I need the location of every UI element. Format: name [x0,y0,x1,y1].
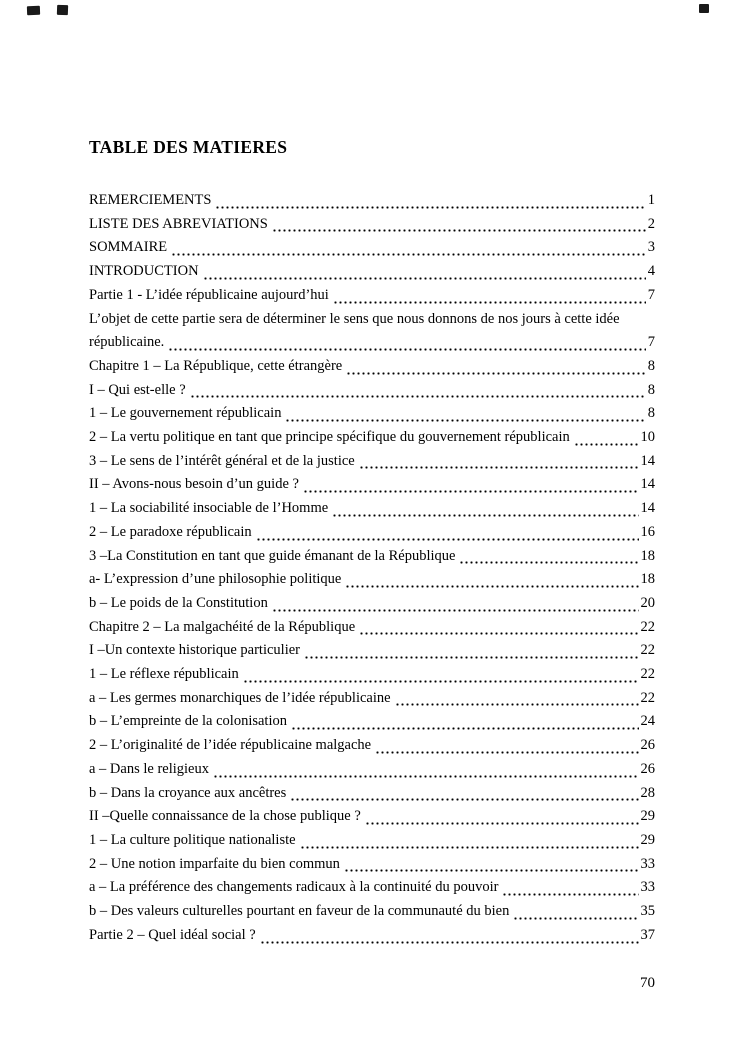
toc-entry-page: 37 [640,926,655,943]
toc-entry-label: L’objet de cette partie sera de déterminer le sens que nous donnons de nos jours à cette idée [89,310,620,327]
toc-leader-dots [344,858,639,872]
toc-entry [89,805,655,829]
toc-entry [89,545,655,569]
toc-entry-label: Partie 2 – Quel idéal social ? [89,926,256,943]
toc-entry-label: 2 – Une notion imparfaite du bien commun [89,855,340,872]
toc-entry-page: 3 [647,239,655,256]
toc-entry [89,876,655,900]
toc-leader-dots [333,290,646,304]
toc-entry-page: 10 [640,429,655,446]
toc-leader-dots [272,598,639,612]
scan-artifact [699,4,709,13]
toc-entry-page: 26 [640,760,655,777]
toc-leader-dots [213,764,639,778]
toc-entry [89,734,655,758]
toc-entry-label: LISTE DES ABREVIATIONS [89,215,268,232]
toc-entry-label: b – Des valeurs culturelles pourtant en faveur de la communauté du bien [89,903,510,920]
toc-leader-dots [365,811,639,825]
toc-leader-dots [502,882,638,896]
toc-leader-dots [243,669,639,683]
toc-entry-label: 1 – La sociabilité insociable de l’Homme [89,500,329,517]
scan-artifact [57,5,68,15]
toc-entry [89,900,655,924]
toc-leader-dots [260,930,639,944]
toc-entry [89,592,655,616]
toc-leader-dots [285,408,645,422]
toc-leader-dots [332,503,638,517]
toc-entry-page: 14 [640,452,655,469]
toc-entry [89,687,655,711]
toc-entry [89,402,655,426]
toc-leader-dots [375,740,638,754]
toc-leader-dots [346,361,646,375]
toc-entry-label: 3 –La Constitution en tant que guide émanant de la République [89,547,456,564]
toc-entry [89,639,655,663]
toc-entry-label: b – L’empreinte de la colonisation [89,713,287,730]
toc-entry-page: 22 [640,618,655,635]
toc-entry [89,497,655,521]
toc-entry-label: 2 – La vertu politique en tant que principe spécifique du gouvernement républicain [89,429,570,446]
toc-leader-dots [290,787,638,801]
toc-leader-dots [359,455,639,469]
toc-entry [89,236,655,260]
scan-artifact [27,6,40,15]
toc-entry-label: 2 – L’originalité de l’idée républicaine malgache [89,737,372,754]
toc-entry-page: 18 [640,571,655,588]
toc-entry-page: 33 [640,855,655,872]
toc-entry-label: II – Avons-nous besoin d’un guide ? [89,476,299,493]
toc-entry-page: 20 [640,594,655,611]
toc-entry-page: 8 [647,381,655,398]
toc-entry-label: SOMMAIRE [89,239,168,256]
toc-entry [89,853,655,877]
toc-entry-page: 24 [640,713,655,730]
toc-entry-page: 35 [640,903,655,920]
toc-entry [89,473,655,497]
footer-page-number: 70 [640,975,655,991]
toc-entry-label: 1 – La culture politique nationaliste [89,831,296,848]
toc-entry [89,426,655,450]
toc-entry [89,284,655,308]
toc-leader-dots [215,195,645,209]
toc-leader-dots [574,432,639,446]
toc-entry [89,260,655,284]
toc-entry-page: 29 [640,808,655,825]
toc-leader-dots [272,218,646,232]
toc-entry-page: 14 [640,476,655,493]
toc-entry-page: 8 [647,357,655,374]
toc-entry-page: 28 [640,784,655,801]
toc-entry [89,829,655,853]
toc-leader-dots [345,574,638,588]
toc-entry [89,616,655,640]
toc-entry-page: 33 [640,879,655,896]
toc-entry-label: b – Le poids de la Constitution [89,594,268,611]
toc-entry-label: Chapitre 1 – La République, cette étrangère [89,357,343,374]
toc-entry-label: a- L’expression d’une philosophie politique [89,571,342,588]
toc-entry-page: 4 [647,263,655,280]
toc-entry-label: b – Dans la croyance aux ancêtres [89,784,287,801]
toc-entry [89,450,655,474]
toc-entry-label: a – Dans le religieux [89,760,209,777]
toc-entry-label: II –Quelle connaissance de la chose publique ? [89,808,361,825]
toc-leader-dots [256,527,639,541]
toc-leader-dots [190,384,646,398]
toc-entry [89,189,655,213]
toc-entry-page: 7 [647,334,655,351]
toc-entry [89,331,655,355]
toc-entry [89,758,655,782]
toc-entry-page: 22 [640,642,655,659]
table-of-contents [89,189,655,948]
page-title: TABLE DES MATIERES [89,137,288,157]
toc-entry [89,521,655,545]
toc-entry-label: Partie 1 - L’idée républicaine aujourd’hui [89,286,329,303]
toc-leader-dots [395,692,639,706]
toc-entry-label: 3 – Le sens de l’intérêt général et de la justice [89,452,355,469]
toc-entry-label: a – La préférence des changements radicaux à la continuité du pouvoir [89,879,499,896]
toc-leader-dots [513,906,638,920]
toc-entry [89,663,655,687]
toc-entry-page: 16 [640,523,655,540]
toc-leader-dots [300,835,639,849]
toc-leader-dots [168,337,645,351]
toc-entry [89,355,655,379]
toc-entry-page: 22 [640,689,655,706]
toc-entry [89,379,655,403]
toc-entry [89,782,655,806]
toc-entry-label: a – Les germes monarchiques de l’idée républicaine [89,689,391,706]
toc-entry-label: Chapitre 2 – La malgachéité de la République [89,618,356,635]
toc-entry-label: 1 – Le réflexe républicain [89,666,239,683]
toc-entry-label: INTRODUCTION [89,263,199,280]
toc-leader-dots [304,645,639,659]
toc-entry-page: 7 [647,286,655,303]
toc-entry-label: I – Qui est-elle ? [89,381,186,398]
toc-entry-page: 1 [647,192,655,208]
toc-entry-page: 22 [640,666,655,683]
toc-entry-label: républicaine. [89,334,165,351]
toc-entry-page: 2 [647,215,655,232]
toc-leader-dots [359,621,638,635]
toc-entry [89,213,655,237]
toc-leader-dots [291,716,639,730]
toc-leader-dots [203,266,646,280]
toc-entry-label: 2 – Le paradoxe républicain [89,523,252,540]
toc-entry-label: 1 – Le gouvernement républicain [89,405,282,422]
toc-entry [89,308,655,332]
toc-leader-dots [303,479,639,493]
toc-entry-page: 14 [640,500,655,517]
toc-entry [89,924,655,948]
toc-entry-label: I –Un contexte historique particulier [89,642,300,659]
toc-entry-page: 29 [640,831,655,848]
toc-entry [89,568,655,592]
toc-entry-label: REMERCIEMENTS [89,192,212,208]
toc-leader-dots [459,550,638,564]
toc-entry [89,710,655,734]
toc-entry-page: 26 [640,737,655,754]
toc-entry-page: 18 [640,547,655,564]
toc-leader-dots [171,242,646,256]
toc-entry-page: 8 [647,405,655,422]
